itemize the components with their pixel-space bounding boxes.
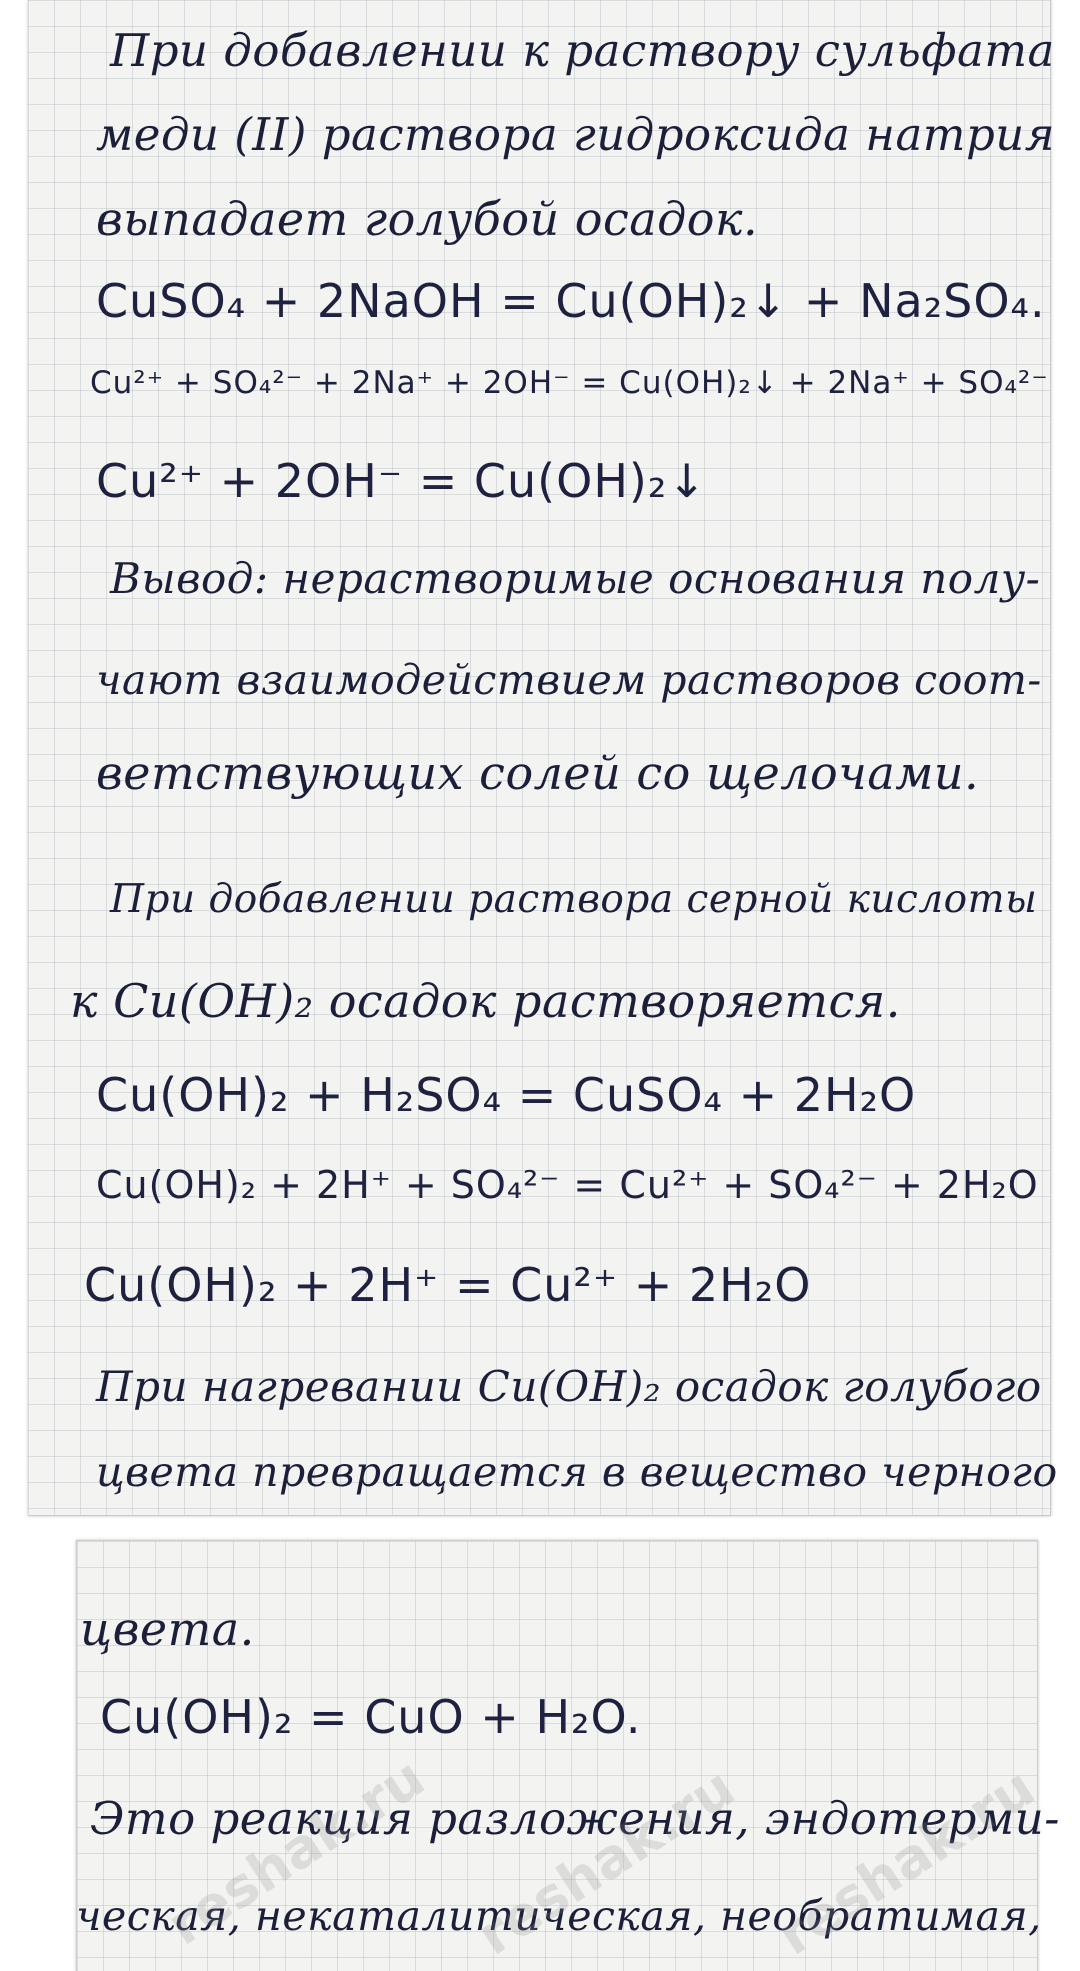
equation-line: Cu(OH)₂ = CuO + H₂O. [100,1690,642,1744]
watermark: reshak.ru [156,1745,436,1958]
equation-line: Cu(OH)₂ + H₂SO₄ = CuSO₄ + 2H₂O [96,1068,917,1122]
text-line: ветствующих солей со щелочами. [96,746,980,800]
text-line: При нагревании Cu(OH)₂ осадок голубого [96,1362,1042,1411]
text-line: к Cu(OH)₂ осадок растворяется. [70,974,901,1028]
equation-line: CuSO₄ + 2NaOH = Cu(OH)₂↓ + Na₂SO₄. [96,274,1046,328]
equation-line: Cu²⁺ + SO₄²⁻ + 2Na⁺ + 2OH⁻ = Cu(OH)₂↓ + 2Na⁺ + SO₄²⁻ [90,365,1049,401]
text-line: При добавлении раствора серной кислоты [110,877,1038,922]
equation-line: Cu(OH)₂ + 2H⁺ = Cu²⁺ + 2H₂O [84,1258,812,1312]
text-line: При добавлении к раствору сульфата [110,24,1055,77]
equation-line: Cu²⁺ + 2OH⁻ = Cu(OH)₂↓ [96,454,707,508]
text-line: цвета превращается в вещество черного [96,1448,1058,1496]
text-line: Вывод: нерастворимые основания полу- [110,554,1041,603]
text-line: меди (II) раствора гидроксида натрия [96,108,1056,161]
text-line: цвета. [80,1602,255,1656]
text-line: чают взаимодействием растворов соот- [96,656,1042,704]
watermark: reshak.ru [766,1755,1046,1968]
text-line: ческая, некаталитическая, необратимая, [76,1892,1042,1940]
watermark: reshak.ru [466,1755,746,1968]
text-line: выпадает голубой осадок. [96,192,759,246]
text-line: Это реакция разложения, эндотерми- [90,1792,1060,1845]
equation-line: Cu(OH)₂ + 2H⁺ + SO₄²⁻ = Cu²⁺ + SO₄²⁻ + 2H₂O [96,1163,1039,1207]
